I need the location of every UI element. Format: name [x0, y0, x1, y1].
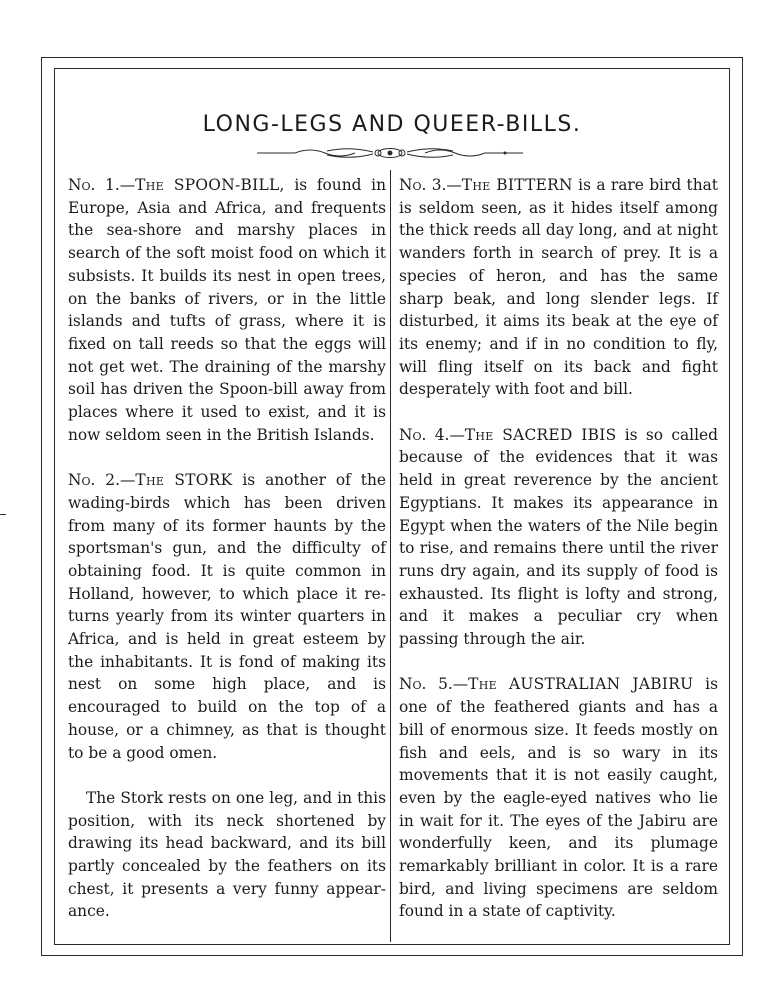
entry-paragraph-4 [399, 424, 718, 651]
column-divider [390, 170, 391, 942]
entry-separator: — [119, 471, 136, 490]
entry-paragraph-1 [68, 174, 386, 446]
entry-paragraph-5 [399, 673, 718, 923]
bird-name: The SPOON-BILL, [135, 176, 285, 194]
right-column [399, 174, 718, 946]
margin-mark [0, 514, 6, 515]
entry-number: No. 4. [399, 425, 450, 444]
ornament-divider-icon [255, 143, 525, 163]
entry-number: No. 5. [399, 675, 453, 694]
bird-name: The SACRED IBIS [464, 425, 617, 444]
entry-number: No. 2. [68, 471, 120, 490]
entry-number: No. 1. [68, 176, 120, 194]
entry-text: is another of the wading-birds which has been driven from many of its former haunts by the sportsman's gun, and the difficulty of obtaining food. It is quite common in Holland, however, to which place it returns yearly from its winter quarters in Africa, and is held in great esteem by the inhabitants. It is fond of making its nest on some high place, and is encouraged to build on the top of a house, or a chimney, as that is thought to be a good omen. [68, 471, 386, 762]
entry-text: is so called because of the evidences that it was held in great reverence by the ancient Egyptians. It makes its appearance in Egypt when the waters of the Nile begin to rise, and remains there until the river runs dry again, and its supply of food is exhausted. Its flight is lofty and strong, and it makes a peculiar cry when passing through the air. [399, 425, 718, 649]
entry-separator: — [449, 425, 465, 444]
entry-separator: — [119, 176, 136, 194]
page-title: LONG-LEGS AND QUEER-BILLS. [202, 112, 582, 137]
entry-separator: — [452, 675, 469, 694]
left-column [68, 174, 386, 923]
entry-number: No. 3. [399, 176, 447, 194]
entry-text: is one of the feathered giants and has a bill of enormous size. It feeds mostly on fish and eels, and is so wary in its movements that it is not easily caught, even by the eagle-eyed natives who lie in wait for it. The eyes of the Jabiru are wonderfully keen, and its plumage remarkably brilliant in color. It is a rare bird, and living specimens are seldom found in a state of captivity. [399, 675, 718, 921]
bird-name: The BITTERN [461, 176, 573, 194]
bird-name: The AUSTRALIAN JABIRU [468, 675, 694, 694]
entry-separator: — [446, 176, 462, 194]
entry-text: is a rare bird that is seldom seen, as it hides itself among the thick reeds all day long, and at night wanders forth in search of prey. It is a species of heron, and has the same sharp beak, and long slender legs. If disturbed, it aims its beak at the eye of its enemy; and if in no condition to fly, will fling itself on its back and fight desperately with foot and bill. [399, 176, 718, 399]
entry-paragraph-2 [68, 469, 386, 764]
stork-continuation-paragraph: The Stork rests on one leg, and in this position, with its neck shortened by drawing its head backward, and its bill partly concealed by the feathers on its chest, it presents a very funny appearance. [68, 788, 386, 921]
entry-paragraph-3 [399, 174, 718, 401]
bird-name: The STORK [135, 471, 233, 490]
entry-text: is found in Europe, Asia and Africa, and frequents the sea-shore and marshy places in search of the soft moist food on which it subsists. It builds its nest in open trees, on the banks of rivers, or in the little islands and tufts of grass, where it is fixed on tall reeds so that the eggs will not get wet. The draining of the marshy soil has driven the Spoon-bill away from places where it used to exist, and it is now seldom seen in the British Islands. [68, 176, 386, 444]
